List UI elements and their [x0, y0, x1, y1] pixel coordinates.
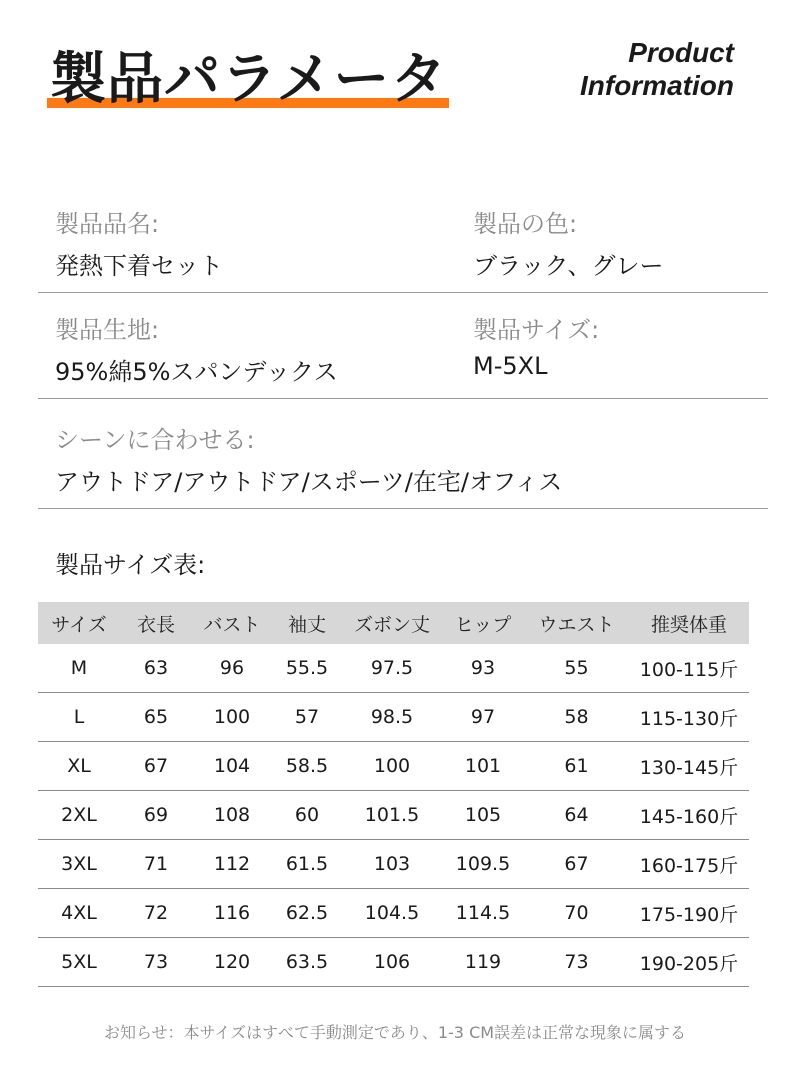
table-cell: 190-205斤	[629, 938, 749, 987]
table-cell: 98.5	[342, 693, 442, 742]
table-cell: 55.5	[272, 644, 342, 693]
size-chart-title: 製品サイズ表:	[55, 551, 206, 579]
table-row	[38, 791, 749, 840]
table-cell: 57	[272, 693, 342, 742]
color-value: ブラック、グレー	[473, 252, 664, 280]
product-name-value: 発熱下着セット	[55, 252, 223, 280]
table-row	[38, 889, 749, 938]
english-heading-line1: Product	[628, 37, 734, 68]
table-cell: 160-175斤	[629, 840, 749, 889]
column-header: 袖丈	[272, 602, 342, 644]
table-row	[38, 693, 749, 742]
table-cell: 175-190斤	[629, 889, 749, 938]
table-cell: 112	[192, 840, 272, 889]
table-cell: 67	[120, 742, 192, 791]
size-value: M-5XL	[473, 352, 548, 380]
table-cell: 101.5	[342, 791, 442, 840]
table-cell: 106	[342, 938, 442, 987]
table-header-row	[38, 602, 749, 644]
table-cell: 3XL	[38, 840, 120, 889]
material-label: 製品生地:	[55, 316, 160, 344]
english-heading	[580, 36, 734, 102]
table-cell: 63	[120, 644, 192, 693]
table-cell: 73	[524, 938, 629, 987]
table-cell: 97	[442, 693, 524, 742]
column-header: ウエスト	[524, 602, 629, 644]
material-value: 95%綿5%スパンデックス	[55, 358, 338, 386]
scene-label: シーンに合わせる:	[55, 426, 255, 454]
table-cell: 65	[120, 693, 192, 742]
table-row	[38, 938, 749, 987]
table-cell: 100	[192, 693, 272, 742]
table-cell: 145-160斤	[629, 791, 749, 840]
table-cell: 64	[524, 791, 629, 840]
table-cell: 73	[120, 938, 192, 987]
table-cell: 69	[120, 791, 192, 840]
product-name-label: 製品品名:	[55, 210, 160, 238]
table-cell: 96	[192, 644, 272, 693]
table-cell: 115-130斤	[629, 693, 749, 742]
scene-value: アウトドア/アウトドア/スポーツ/在宅/オフィス	[55, 468, 563, 496]
table-cell: 103	[342, 840, 442, 889]
table-cell: 58.5	[272, 742, 342, 791]
column-header: サイズ	[38, 602, 120, 644]
column-header: 衣長	[120, 602, 192, 644]
table-cell: 2XL	[38, 791, 120, 840]
divider	[38, 398, 768, 399]
english-heading-line2: Information	[580, 70, 734, 101]
table-cell: 104	[192, 742, 272, 791]
measurement-note: お知らせ：本サイズはすべて手動測定であり、1-3 CM誤差は正常な現象に属する	[103, 1023, 687, 1042]
table-cell: 61.5	[272, 840, 342, 889]
table-cell: 101	[442, 742, 524, 791]
table-cell: 60	[272, 791, 342, 840]
table-cell: 63.5	[272, 938, 342, 987]
table-cell: 67	[524, 840, 629, 889]
size-label: 製品サイズ:	[473, 316, 600, 344]
table-cell: 70	[524, 889, 629, 938]
table-cell: 105	[442, 791, 524, 840]
table-cell: 104.5	[342, 889, 442, 938]
table-cell: 130-145斤	[629, 742, 749, 791]
table-cell: 100	[342, 742, 442, 791]
column-header: バスト	[192, 602, 272, 644]
column-header: ヒップ	[442, 602, 524, 644]
table-cell: 97.5	[342, 644, 442, 693]
size-table	[38, 602, 749, 987]
table-cell: XL	[38, 742, 120, 791]
table-cell: 93	[442, 644, 524, 693]
column-header: 推奨体重	[629, 602, 749, 644]
table-row	[38, 742, 749, 791]
color-label: 製品の色:	[473, 210, 578, 238]
table-cell: 119	[442, 938, 524, 987]
table-row	[38, 840, 749, 889]
table-cell: 58	[524, 693, 629, 742]
table-cell: 100-115斤	[629, 644, 749, 693]
table-cell: 72	[120, 889, 192, 938]
table-cell: 114.5	[442, 889, 524, 938]
column-header: ズボン丈	[342, 602, 442, 644]
table-cell: L	[38, 693, 120, 742]
table-cell: 4XL	[38, 889, 120, 938]
table-cell: 116	[192, 889, 272, 938]
table-cell: 108	[192, 791, 272, 840]
table-cell: M	[38, 644, 120, 693]
table-row	[38, 644, 749, 693]
table-cell: 5XL	[38, 938, 120, 987]
table-cell: 71	[120, 840, 192, 889]
table-cell: 61	[524, 742, 629, 791]
table-cell: 62.5	[272, 889, 342, 938]
page-title: 製品パラメータ	[50, 47, 448, 112]
divider	[38, 292, 768, 293]
table-cell: 120	[192, 938, 272, 987]
divider	[38, 508, 768, 509]
table-cell: 109.5	[442, 840, 524, 889]
table-cell: 55	[524, 644, 629, 693]
